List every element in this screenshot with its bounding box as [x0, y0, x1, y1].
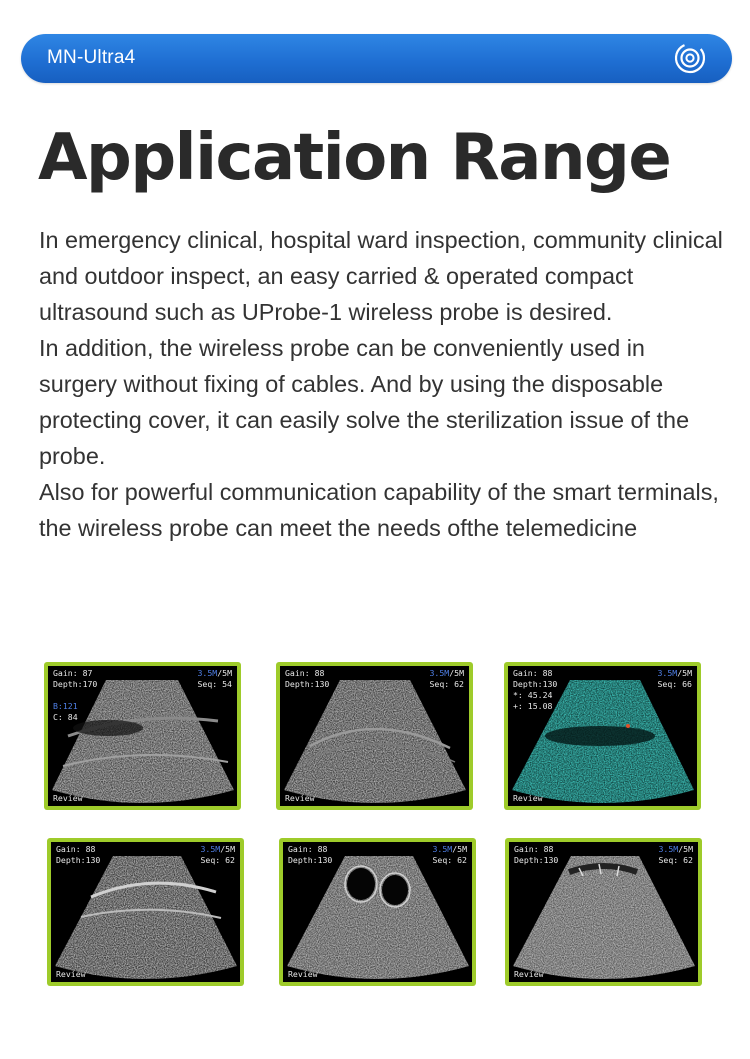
gain-readout: Gain: 88	[288, 844, 328, 854]
seq-readout: Seq: 62	[200, 855, 235, 865]
ultrasound-image-3	[504, 662, 701, 810]
frequency-readout: 3.5M/5M	[657, 668, 692, 678]
mode-label: Review	[288, 969, 318, 979]
gain-readout: Gain: 88	[514, 844, 554, 854]
ultrasound-image-5	[279, 838, 476, 986]
ultrasound-image-4	[47, 838, 244, 986]
mode-label: Review	[514, 969, 544, 979]
description	[39, 222, 729, 546]
measure-star-readout: *: 45.24	[513, 690, 553, 700]
page-title: Application Range	[38, 121, 671, 195]
gain-readout: Gain: 88	[285, 668, 325, 678]
gain-readout: Gain: 88	[56, 844, 96, 854]
seq-readout: Seq: 66	[657, 679, 692, 689]
frequency-readout: 3.5M/5M	[432, 844, 467, 854]
depth-readout: Depth:170	[53, 679, 98, 689]
frequency-readout: 3.5M/5M	[658, 844, 693, 854]
paragraph-surgery: In addition, the wireless probe can be conveniently used in surgery without fixing of cables. And by using the disposable protecting cover, it can easily solve the sterilization issue of the probe.	[39, 335, 690, 469]
paragraph-emergency: In emergency clinical, hospital ward inspection, community clinical and outdoor inspect, an easy carried & operated compact ultrasound such as UProbe-1 wireless probe is desired.	[39, 227, 723, 325]
product-name: MN-Ultra4	[47, 47, 136, 68]
c-readout: C: 84	[53, 712, 78, 722]
gain-readout: Gain: 88	[513, 668, 553, 678]
depth-readout: Depth:130	[288, 855, 333, 865]
ultrasound-image-6	[505, 838, 702, 986]
depth-readout: Depth:130	[513, 679, 558, 689]
depth-readout: Depth:130	[285, 679, 330, 689]
frequency-readout: 3.5M/5M	[200, 844, 235, 854]
depth-readout: Depth:130	[56, 855, 101, 865]
ultrasound-image-2	[276, 662, 473, 810]
paragraph-telemedicine: Also for powerful communication capability of the smart terminals, the wireless probe can meet the needs ofthe telemedicine	[39, 479, 719, 541]
measure-plus-readout: +: 15.08	[513, 701, 553, 711]
header-bar	[21, 34, 732, 83]
seq-readout: Seq: 62	[658, 855, 693, 865]
seq-readout: Seq: 62	[432, 855, 467, 865]
frequency-readout: 3.5M/5M	[429, 668, 464, 678]
seq-readout: Seq: 62	[429, 679, 464, 689]
ultrasound-image-1	[44, 662, 241, 810]
depth-readout: Depth:130	[514, 855, 559, 865]
target-circle-icon	[673, 41, 707, 75]
mode-label: Review	[53, 793, 83, 803]
b-readout: B:121	[53, 701, 78, 711]
mode-label: Review	[56, 969, 86, 979]
mode-label: Review	[285, 793, 315, 803]
frequency-readout: 3.5M/5M	[197, 668, 232, 678]
gain-readout: Gain: 87	[53, 668, 93, 678]
mode-label: Review	[513, 793, 543, 803]
seq-readout: Seq: 54	[197, 679, 232, 689]
